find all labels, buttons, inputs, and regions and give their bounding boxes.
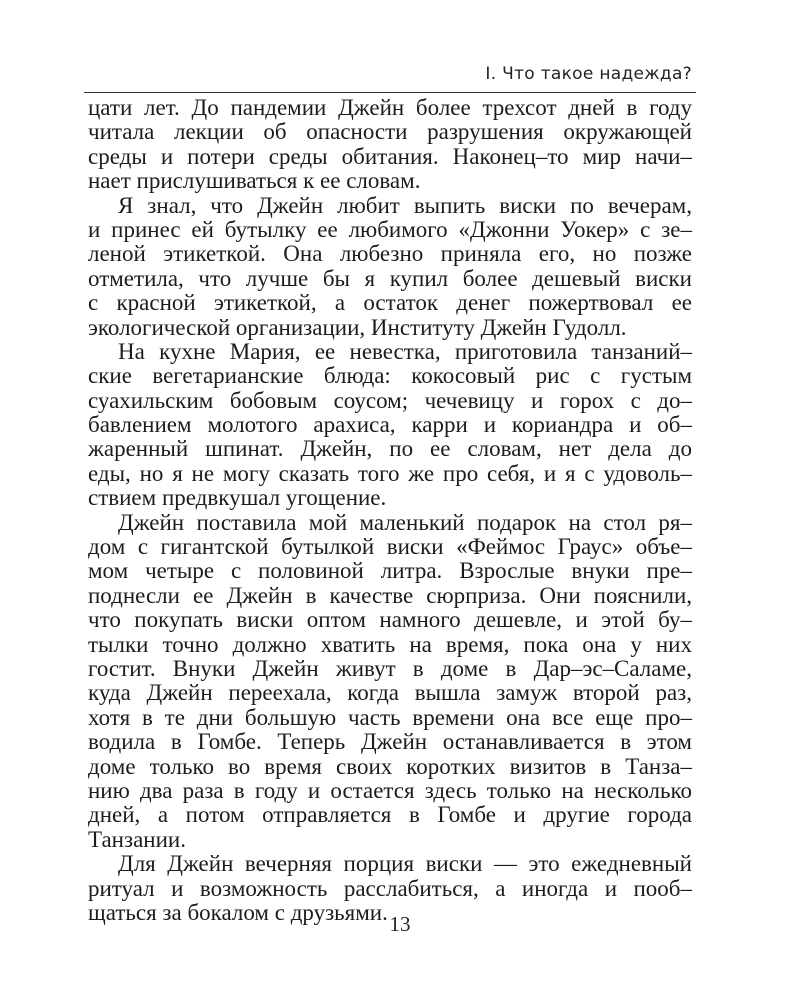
- text-line: На кухне Мария, ее невестка, приготовила танзаний–: [118, 338, 692, 364]
- body-text: [88, 96, 692, 925]
- text-line: экологической организации, Институту Джейн Гудолл.: [88, 314, 627, 340]
- text-line: хотя в те дни большую часть времени она все еще про–: [88, 704, 692, 730]
- text-line: ритуал и возможность расслабиться, а иногда и пооб–: [88, 875, 692, 901]
- text-line: ствием предвкушал угощение.: [88, 485, 387, 511]
- text-line: поднесли ее Джейн в качестве сюрприза. Они пояснили,: [88, 582, 692, 608]
- text-line: доме только во время своих коротких визитов в Танза–: [88, 753, 692, 779]
- text-line: с красной этикеткой, а остаток денег пожертвовал ее: [88, 290, 692, 316]
- text-line: дней, а потом отправляется в Гомбе и другие города: [88, 802, 692, 828]
- text-line: нию два раза в году и остается здесь только на несколько: [88, 777, 692, 803]
- text-line: гостит. Внуки Джейн живут в доме в Дар–эс–Саламе,: [88, 655, 692, 681]
- text-line: Джейн поставила мой маленький подарок на стол ря–: [118, 509, 692, 535]
- text-line: щаться за бокалом с друзьями.: [88, 899, 388, 925]
- text-line: читала лекции об опасности разрушения окружающей: [88, 119, 692, 145]
- text-line: куда Джейн переехала, когда вышла замуж второй раз,: [88, 680, 692, 706]
- text-line: что покупать виски оптом намного дешевле, и этой бу–: [88, 607, 692, 633]
- text-line: бавлением молотого арахиса, карри и кориандра и об–: [88, 412, 692, 438]
- text-line: дом с гигантской бутылкой виски «Феймос Граус» объе–: [88, 534, 692, 560]
- text-line: и принес ей бутылку ее любимого «Джонни Уокер» с зе–: [88, 216, 692, 242]
- text-line: суахильским бобовым соусом; чечевицу и горох с до–: [88, 387, 692, 413]
- running-head-title: I. Что такое надежда?: [485, 64, 692, 84]
- text-line: среды и потери среды обитания. Наконец–то мир начи–: [88, 143, 692, 169]
- text-line: нает прислушиваться к ее словам.: [88, 168, 421, 194]
- text-line: отметила, что лучше бы я купил более дешевый виски: [88, 265, 692, 291]
- text-line: мом четыре с половиной литра. Взрослые внуки пре–: [88, 558, 692, 584]
- text-line: Я знал, что Джейн любит выпить виски по вечерам,: [118, 192, 692, 218]
- text-line: Танзании.: [88, 826, 186, 852]
- text-line: еды, но я не могу сказать того же про себя, и я с удоволь–: [88, 460, 692, 486]
- text-line: жаренный шпинат. Джейн, по ее словам, нет дела до: [88, 436, 692, 462]
- header-rule: [84, 92, 696, 93]
- text-line: водила в Гомбе. Теперь Джейн останавливается в этом: [88, 729, 692, 755]
- text-line: тылки точно должно хватить на время, пока она у них: [88, 631, 692, 657]
- text-line: ские вегетарианские блюда: кокосовый рис с густым: [88, 363, 692, 389]
- text-line: леной этикеткой. Она любезно приняла его, но позже: [88, 241, 692, 267]
- text-line: цати лет. До пандемии Джейн более трехсот дней в году: [88, 95, 692, 120]
- page-number: 13: [389, 912, 411, 936]
- text-line: Для Джейн вечерняя порция виски — это ежедневный: [118, 851, 692, 877]
